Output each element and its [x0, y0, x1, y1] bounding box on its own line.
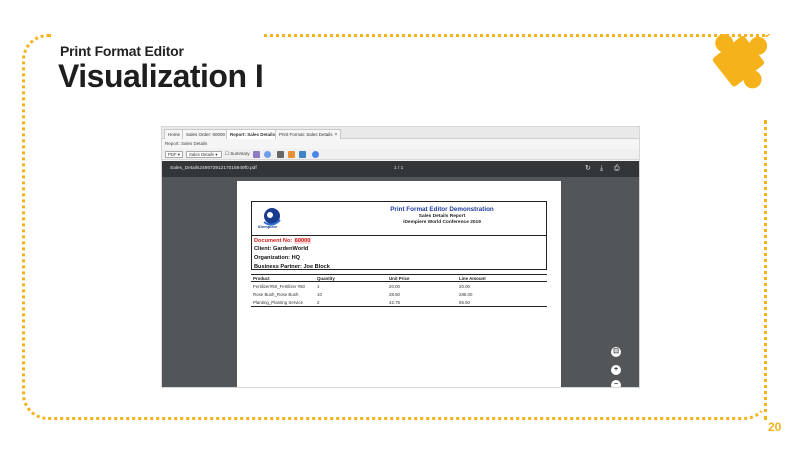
table-cell: 10: [317, 292, 322, 297]
tab-home[interactable]: [164, 129, 184, 139]
table-cell: 2: [317, 300, 320, 305]
slide-subtitle: Print Format Editor: [60, 43, 184, 59]
report-title: Print Format Editor Demonstration: [390, 206, 494, 213]
download-icon[interactable]: ⤓: [600, 165, 604, 172]
header-divider: [252, 235, 546, 236]
table-cell: 20.00: [459, 284, 470, 289]
table-cell: 20.00: [389, 284, 400, 289]
print-format-select-value: Sales Details: [189, 152, 215, 157]
column-header: Unit Price: [389, 276, 410, 281]
table-cell: 1: [317, 284, 320, 289]
tab-print-format[interactable]: [275, 129, 341, 139]
table-cell: 42.75: [389, 300, 400, 305]
close-icon[interactable]: ×: [334, 132, 338, 138]
organization-field: [254, 255, 300, 261]
rotate-icon[interactable]: ↻: [585, 165, 591, 172]
pdf-viewer-toolbar: [162, 161, 640, 177]
wand-icon[interactable]: [253, 151, 260, 158]
print-format-select[interactable]: Sales Details ▾: [186, 151, 222, 158]
table-cell: Planting_Planting Service: [253, 300, 304, 305]
table-header: [251, 274, 547, 282]
zoom-out-icon[interactable]: −: [611, 380, 621, 388]
refresh-icon[interactable]: [312, 151, 319, 158]
business-partner-value: Joe Block: [303, 264, 330, 270]
business-partner-label: Business Partner:: [254, 264, 302, 270]
document-number: [254, 238, 311, 244]
document-label: Document No:: [254, 238, 293, 244]
format-select[interactable]: PDF ▾: [165, 151, 183, 158]
summary-checkbox[interactable]: ☐ Summary: [225, 151, 250, 156]
table-row: [251, 291, 547, 299]
export-icon[interactable]: [299, 151, 306, 158]
pdf-file-name: Sales_Details24867391217016949f0.pdf: [170, 166, 257, 171]
zoom-icon[interactable]: [264, 151, 271, 158]
pdf-page: [237, 181, 561, 388]
tab-label: Home: [168, 132, 181, 137]
tab-label: Print Format: Sales Details: [279, 132, 333, 137]
tab-label: Report: Sales Details: [230, 132, 276, 137]
tab-bar: [162, 127, 640, 139]
toggle-icon[interactable]: [277, 151, 284, 158]
logo-text: iDempiere: [258, 224, 278, 229]
organization-label: Organization:: [254, 255, 291, 261]
report-subtitle: Sales Details Report: [418, 214, 466, 219]
column-header: Quantity: [317, 276, 335, 281]
table-cell: Fertilizer#50_Fertilizer #50: [253, 284, 305, 289]
client-value: GardenWorld: [272, 246, 309, 252]
print-icon[interactable]: ⎙: [614, 165, 620, 172]
dotted-frame-right: [764, 120, 767, 420]
tab-label: Sales Order: 60000: [186, 132, 226, 137]
pdf-page-indicator: 1 / 1: [394, 166, 404, 171]
table-bottom-rule: [251, 306, 547, 307]
document-value: 60000: [294, 238, 311, 244]
app-window: [161, 126, 640, 388]
format-select-value: PDF: [168, 152, 177, 157]
table-cell: 285.00: [459, 292, 473, 297]
report-toolbar: [162, 149, 640, 160]
business-partner-field: [254, 264, 330, 270]
organization-value: HQ: [291, 255, 301, 261]
zoom-in-icon[interactable]: +: [611, 365, 621, 375]
slide-title: Visualization I: [58, 58, 264, 94]
column-header: Line Amount: [459, 276, 486, 281]
page-number: 20: [768, 420, 782, 434]
client-field: [254, 246, 308, 252]
summary-label: Summary: [230, 151, 250, 156]
archive-icon[interactable]: [288, 151, 295, 158]
column-header: Product: [253, 276, 270, 281]
table-cell: 85.50: [459, 300, 470, 305]
report-conference: iDempiere World Conference 2019: [403, 220, 481, 225]
puzzle-piece-icon: [700, 20, 780, 100]
fit-icon[interactable]: ⊡: [611, 347, 621, 357]
table-cell: 28.50: [389, 292, 400, 297]
pdf-viewer: [162, 161, 640, 388]
table-row: [251, 283, 547, 291]
breadcrumb: Report: Sales Details: [165, 141, 208, 146]
table-cell: Rose Bush_Rose Bush: [253, 292, 299, 297]
client-label: Client:: [254, 246, 272, 252]
report-header: [251, 201, 547, 270]
